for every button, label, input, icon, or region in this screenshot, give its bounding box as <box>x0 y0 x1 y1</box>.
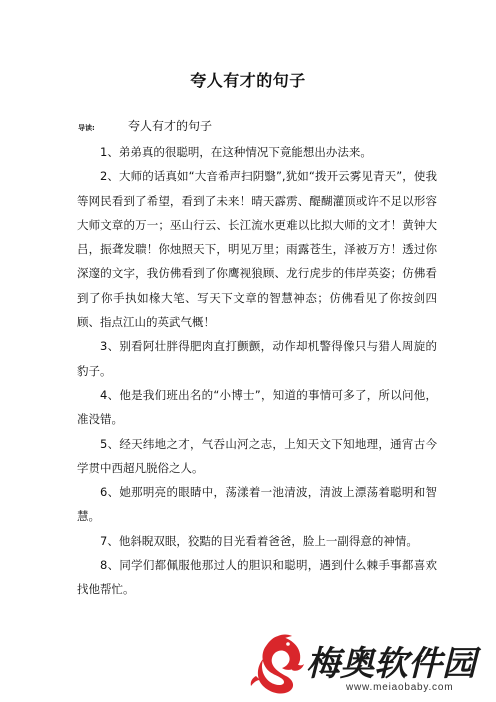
paragraph: 5、经天纬地之才，气吞山河之志，上知天文下知地理，通宵古今学贯中西超凡脱俗之人。 <box>77 436 437 475</box>
lead-text: 夸人有才的句子 <box>128 119 213 133</box>
watermark-name: 梅奥软件园 <box>306 644 476 684</box>
watermark-url: www.meiaobaby.com <box>346 682 454 693</box>
document-body <box>77 140 437 602</box>
paragraph: 7、他斜睨双眼，狡黠的目光看着爸爸，脸上一副得意的神情。 <box>100 533 418 548</box>
lead-label: 导读: <box>78 124 95 132</box>
paragraph: 4、他是我们班出名的“小博士”，知道的事情可多了，所以问他，准没错。 <box>77 387 437 427</box>
paragraph: 2、大师的话真如“大音希声扫阴翳”,犹如“拨开云雾见青天”，使我等网民看到了希望，看到了未来！晴天霹雳、醍醐灌顶或许不足以形容大师文章的万一；巫山行云、长江流水更难以比拟大师的文才！黄钟大吕，振聋发聩！你烛照天下，明见万里；雨露苍生，泽被万方！透过你深邃的文字，我仿佛看到了你鹰视狼顾、龙行虎步的伟岸英姿；仿佛看到了你手执如椽大笔、写天下文章的智慧神态；仿佛看见了你按剑四顾、指点江山的英武气概！ <box>77 169 437 330</box>
paragraph: 6、她那明亮的眼睛中，荡漾着一池清波，清波上漂荡着聪明和智慧。 <box>77 485 437 524</box>
document-title: 夸人有才的句子 <box>190 71 306 90</box>
paragraph: 3、别看阿壮胖得肥肉直打颤颤，动作却机警得像只与猎人周旋的豹子。 <box>77 339 437 378</box>
site-watermark <box>248 632 496 698</box>
paragraph: 8、同学们都佩服他那过人的胆识和聪明，遇到什么棘手事都喜欢找他帮忙。 <box>77 558 437 597</box>
paragraph: 1、弟弟真的很聪明，在这种情况下竟能想出办法来。 <box>100 145 372 159</box>
dragon-logo-icon <box>248 632 306 696</box>
